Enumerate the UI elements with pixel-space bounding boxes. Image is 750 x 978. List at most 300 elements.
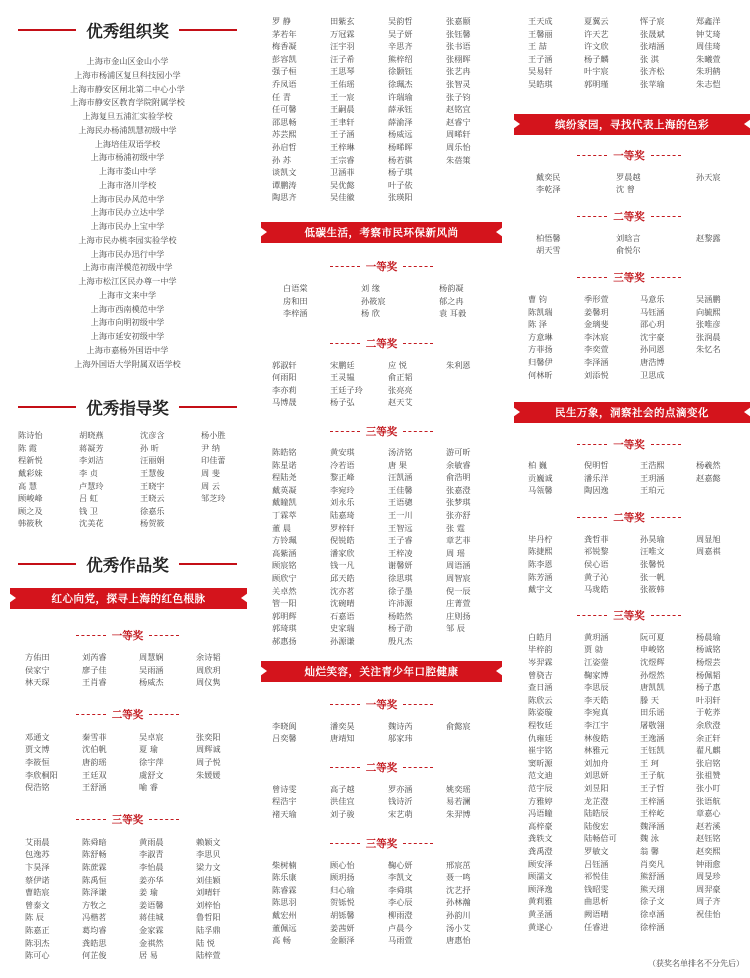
winner-name: 金家霖 xyxy=(139,924,164,935)
winner-name xyxy=(696,244,750,257)
winner-name: 柳雨澄 xyxy=(388,909,413,920)
banner-text: 低碳生活，考察市民环保新风尚 xyxy=(304,226,459,239)
winner-name: 张 淇 xyxy=(640,53,659,64)
second-prize-grid xyxy=(255,783,508,821)
winner-name: 黄圣涵 xyxy=(528,908,553,919)
prize-label: 一等奖 xyxy=(613,438,645,451)
winner-name: 白皓月 xyxy=(528,631,553,642)
winner-name: 徐宇萍 xyxy=(139,756,164,767)
banner-text: 灿烂笑容，关注青少年口腔健康 xyxy=(304,665,459,678)
winner-name: 陆孚鼎 xyxy=(196,924,221,935)
winner-name: 李思贝 xyxy=(196,849,221,860)
winner-name: 姜茜妍 xyxy=(330,922,355,933)
winner-name: 张子钧 xyxy=(446,91,471,102)
winner-name: 戴瞳凯 xyxy=(272,497,297,508)
winner-name: 叶羽轩 xyxy=(696,694,721,705)
winner-name: 孙天宸 xyxy=(696,171,721,182)
winner-name: 张小叮 xyxy=(696,782,721,793)
winner-name xyxy=(446,166,498,179)
red-root-banner xyxy=(10,588,247,609)
winner-name: 刘加舟 xyxy=(584,757,609,768)
winner-name: 周子悦 xyxy=(196,756,221,767)
winner-name: 陈欣云 xyxy=(528,694,553,705)
winner-name: 许文欣 xyxy=(584,41,609,52)
winner-name: 徐珮杰 xyxy=(388,78,413,89)
winner-name: 唐凯凯 xyxy=(640,682,665,693)
winner-name: 魏泽涵 xyxy=(640,820,665,831)
winner-name: 许瑞瑜 xyxy=(388,91,413,102)
winner-name: 岑羿霖 xyxy=(528,657,553,668)
winner-name: 周乐怡 xyxy=(446,141,471,152)
winner-name: 周辉诚 xyxy=(196,744,221,755)
winner-name: 秦雪菲 xyxy=(82,731,107,742)
prize-label: 三等奖 xyxy=(613,272,645,285)
column-1 xyxy=(0,0,255,978)
winner-name: 杨子劭 xyxy=(388,623,413,634)
winner-name: 陈皓铭 xyxy=(272,447,297,458)
school-item: 上海市松江区民办尊一中学 xyxy=(78,276,177,286)
winner-name: 孙筱宸 xyxy=(361,295,386,306)
winner-name: 朱利恩 xyxy=(446,359,471,370)
winner-name: 丁霖萃 xyxy=(272,510,297,521)
winner-name: 印佳蕾 xyxy=(201,455,226,466)
winner-name: 郭明辉 xyxy=(272,610,297,621)
winner-name: 陈嘉正 xyxy=(25,924,50,935)
winner-name: 聂一鸣 xyxy=(446,872,471,883)
winner-name: 鲁哲阳 xyxy=(196,912,221,923)
school-item: 上海市民办迅行中学 xyxy=(90,248,165,259)
winner-name: 卢慧玲 xyxy=(79,480,104,491)
winner-name: 褚天瑜 xyxy=(272,808,297,819)
winner-name: 吕 虹 xyxy=(79,493,98,504)
winner-name: 王逸涵 xyxy=(640,732,665,743)
winner-name: 刘芮睿 xyxy=(82,652,107,662)
winner-name: 李沐宸 xyxy=(584,331,609,342)
second-prize-heading xyxy=(255,337,508,351)
winner-name: 孙昊瑜 xyxy=(640,533,665,544)
winner-name: 李舜琪 xyxy=(388,884,413,895)
winner-name: 管一阳 xyxy=(272,598,297,609)
winner-name: 熊天翊 xyxy=(640,883,665,894)
winner-name: 黄玥涵 xyxy=(584,631,609,642)
winner-name xyxy=(696,356,744,369)
winner-name: 向毓熙 xyxy=(696,306,721,317)
winner-name: 蒋凝芳 xyxy=(79,442,104,453)
winner-name: 贺铄悦 xyxy=(330,897,355,908)
winner-name: 朱蓓策 xyxy=(446,154,471,165)
winner-name: 强子桓 xyxy=(272,66,297,77)
winner-name: 曹 钧 xyxy=(528,293,547,304)
prize-label: 二等奖 xyxy=(111,709,144,722)
winner-name xyxy=(196,781,251,794)
winner-name: 叶子依 xyxy=(388,179,413,190)
winner-name: 祁悦佳 xyxy=(584,871,609,882)
winner-name: 陈思羽 xyxy=(272,897,297,908)
winner-name: 王浩熙 xyxy=(640,460,665,471)
winner-name: 顾宸铭 xyxy=(272,560,297,571)
first-prize-grid xyxy=(508,459,750,497)
winner-name: 朱媛媛 xyxy=(196,769,221,780)
winner-name: 胡天雪 xyxy=(536,245,561,256)
winner-name: 李宛玲 xyxy=(330,484,355,495)
winner-name: 汪丽娟 xyxy=(140,455,165,466)
winner-name: 滕 天 xyxy=(640,694,659,705)
winner-name: 余敏睿 xyxy=(446,459,471,470)
colorful-home-banner xyxy=(514,114,750,135)
winner-name: 张书语 xyxy=(446,41,471,52)
winner-name: 马珑皓 xyxy=(584,584,609,595)
winner-name: 张奕阳 xyxy=(196,731,221,742)
winner-name: 宋艺萌 xyxy=(388,808,413,819)
school-item: 上海市静安区教育学院附属学校 xyxy=(70,97,185,108)
winner-name: 李奕萱 xyxy=(584,344,609,355)
winner-name: 郭琦琪 xyxy=(272,623,297,634)
winner-name: 王梓屹 xyxy=(640,808,665,819)
winner-name: 沈煜辉 xyxy=(640,657,665,668)
winner-name: 王语骢 xyxy=(388,497,413,508)
winner-name: 何雨阳 xyxy=(272,372,297,383)
winner-name: 徐子墨 xyxy=(388,585,413,596)
winner-name: 游可昕 xyxy=(446,447,471,458)
winner-name: 李心辰 xyxy=(388,897,413,908)
guide-award-title xyxy=(0,395,255,419)
winner-name: 沈亦茗 xyxy=(330,585,355,596)
winner-name: 俞浩明 xyxy=(446,472,471,483)
winner-name: 俞懿宸 xyxy=(446,720,471,731)
winner-name: 方牧之 xyxy=(82,899,107,910)
school-item: 上海培佳双语学校 xyxy=(94,138,161,149)
school-item: 上海外国语大学附属双语学校 xyxy=(74,358,181,369)
winner-name: 钱昭雯 xyxy=(584,883,609,894)
winner-name: 孙源谦 xyxy=(330,635,355,646)
winner-name: 顾泽逸 xyxy=(528,883,553,894)
winner-name: 陈姿璇 xyxy=(528,707,553,718)
winner-name: 王慧俊 xyxy=(140,468,165,479)
winner-name: 翁 馨 xyxy=(640,845,659,856)
winner-name: 朱羿博 xyxy=(446,808,471,819)
winner-name: 钱 卫 xyxy=(79,505,98,516)
winner-name: 赵铭宜 xyxy=(446,104,471,115)
winner-name: 金颐泽 xyxy=(330,935,355,946)
winner-name: 郁之冉 xyxy=(439,295,464,306)
winner-name xyxy=(696,921,744,934)
winner-name: 杨威杰 xyxy=(139,677,164,688)
winner-name: 梅香凝 xyxy=(272,41,297,52)
winner-name: 汪宇羽 xyxy=(330,41,355,52)
winner-name: 张亦舒 xyxy=(446,510,471,521)
prize-label: 一等奖 xyxy=(111,629,144,642)
winner-name: 杨晞晖 xyxy=(388,141,413,152)
school-item: 上海复旦五浦汇实验学校 xyxy=(82,111,173,121)
winner-name: 周嘉祺 xyxy=(696,546,721,557)
winner-name: 张润晨 xyxy=(696,331,721,342)
guide-award-label: 优秀指导奖 xyxy=(86,399,169,419)
winner-name: 喻 睿 xyxy=(139,782,158,793)
winner-name: 吴佳徽 xyxy=(330,192,355,203)
winner-name: 于乾荞 xyxy=(696,707,721,718)
winner-name: 刘晗言 xyxy=(616,232,641,243)
winner-name: 周 云 xyxy=(201,480,220,491)
winner-name xyxy=(201,505,255,518)
third-prize-grid xyxy=(508,293,750,381)
winner-name: 王一川 xyxy=(388,510,413,521)
name-grid-continued xyxy=(255,15,508,204)
winner-name: 俞悦尔 xyxy=(616,245,641,256)
winner-name: 方意琳 xyxy=(528,331,553,342)
winner-name: 钟雨愈 xyxy=(696,858,721,869)
third-prize-grid xyxy=(508,631,750,933)
winner-name: 王灵韫 xyxy=(330,372,355,383)
winner-name: 吕奕馨 xyxy=(272,733,297,744)
winner-name: 肖奕凡 xyxy=(640,858,665,869)
winner-name: 殷凡杰 xyxy=(388,635,413,646)
winner-name: 孙韵川 xyxy=(446,909,471,920)
winner-name: 李晓阆 xyxy=(272,720,297,731)
winner-name: 林天琛 xyxy=(25,677,50,688)
winner-name: 罗梓轩 xyxy=(330,522,355,533)
winner-name: 谈凯文 xyxy=(272,167,297,178)
title-rule xyxy=(18,29,76,31)
winner-name: 杨韵凝 xyxy=(439,282,464,293)
winner-name: 郑鑫洋 xyxy=(696,16,721,26)
winner-name: 高梓豪 xyxy=(528,820,553,831)
winner-name: 尹 纳 xyxy=(201,442,220,453)
winner-name: 刘晴轩 xyxy=(196,887,221,898)
winner-name: 王天成 xyxy=(528,16,553,26)
winner-name: 邬家玮 xyxy=(388,733,413,744)
winner-name: 熊舒涵 xyxy=(640,871,665,882)
guide-name-grid xyxy=(0,429,255,530)
third-prize-grid xyxy=(255,859,508,947)
third-prize-heading xyxy=(255,424,508,438)
winner-name: 杨皓然 xyxy=(388,610,413,621)
winner-name: 王馨丽 xyxy=(528,28,553,39)
winner-name: 归馨伊 xyxy=(528,356,553,367)
winner-name: 陈乐康 xyxy=(272,872,297,883)
winner-name: 李江宇 xyxy=(584,720,609,730)
winner-name: 李淑青 xyxy=(139,849,164,860)
winner-name: 余欣澄 xyxy=(696,720,721,730)
winner-name: 金璃斐 xyxy=(584,319,609,330)
winner-name: 梁力文 xyxy=(196,861,221,872)
winner-name: 李思辰 xyxy=(584,682,609,693)
winner-name: 方雅婷 xyxy=(528,795,553,806)
winner-name: 杨子琪 xyxy=(388,167,413,178)
winner-name: 许沛源 xyxy=(388,598,413,609)
winner-name: 卞昊泽 xyxy=(25,861,50,872)
winner-name: 王嗣晨 xyxy=(330,104,355,115)
winner-name: 虞舒文 xyxy=(139,769,164,780)
winner-name: 曹皓宸 xyxy=(25,887,50,898)
prize-label: 二等奖 xyxy=(613,512,645,525)
winner-name: 熊梓绍 xyxy=(388,53,413,64)
winner-name: 贡巍诚 xyxy=(528,472,553,483)
winner-name: 唐韵瑶 xyxy=(82,756,107,767)
winner-name: 陆梓萱 xyxy=(196,950,221,961)
winner-name: 汤济铭 xyxy=(388,447,413,458)
winner-name: 陈诗怡 xyxy=(18,430,43,441)
winner-name: 孙 昕 xyxy=(140,442,159,453)
winner-name: 程浩宇 xyxy=(272,796,297,807)
winner-name: 高 畅 xyxy=(272,935,291,946)
title-rule xyxy=(179,406,237,408)
winner-name: 顾之及 xyxy=(18,505,43,516)
winner-name: 应 悦 xyxy=(388,359,407,370)
first-prize-grid xyxy=(255,282,508,320)
winner-name: 罗 静 xyxy=(272,16,291,26)
winner-name: 沈艺抒 xyxy=(446,884,471,895)
winner-name: 周旻珍 xyxy=(696,871,721,882)
winner-name: 林俊皓 xyxy=(584,732,609,743)
second-prize-grid xyxy=(508,533,750,596)
first-prize-heading xyxy=(255,698,508,712)
winner-name xyxy=(696,369,744,382)
winner-name: 顾峻峰 xyxy=(18,493,43,504)
winner-name: 杨煜芸 xyxy=(696,657,721,668)
winner-name: 张艺冉 xyxy=(446,66,471,77)
winner-name: 张亮亮 xyxy=(388,384,413,395)
low-carbon-banner xyxy=(261,222,502,243)
winner-name: 罗晨越 xyxy=(616,171,641,182)
prize-label: 三等奖 xyxy=(365,425,398,438)
winner-name: 翟凡麒 xyxy=(696,745,721,756)
winner-name xyxy=(696,558,744,571)
winner-name: 马瓴馨 xyxy=(528,485,553,496)
winner-name: 周 斐 xyxy=(201,468,220,479)
winner-name: 汪唯文 xyxy=(640,546,665,557)
winner-name: 黄莉雅 xyxy=(528,896,553,907)
winner-name xyxy=(446,179,498,192)
winner-name: 倪一辰 xyxy=(446,585,471,596)
winner-name: 邹 辰 xyxy=(446,623,465,634)
winner-name: 归心瑜 xyxy=(330,884,355,895)
winner-name: 陈泽谦 xyxy=(82,887,107,898)
winner-name: 顾心怡 xyxy=(330,859,355,870)
winner-name: 关卓然 xyxy=(272,585,297,596)
winner-name: 赵钰铭 xyxy=(696,833,721,844)
winner-name: 顾欣宁 xyxy=(272,573,297,583)
winner-name: 张筱韩 xyxy=(640,584,665,595)
name-grid-continued xyxy=(508,15,750,91)
prize-label: 三等奖 xyxy=(111,814,144,827)
winner-name: 张齐松 xyxy=(640,66,665,77)
title-rule xyxy=(179,29,237,31)
winner-name: 黄安琪 xyxy=(330,447,355,458)
winner-name xyxy=(696,183,750,196)
winner-name: 陆皓辰 xyxy=(584,808,609,819)
winner-name: 李欣桐阳 xyxy=(25,769,58,780)
prize-label: 三等奖 xyxy=(613,610,645,623)
ranking-note: （获奖名单排名不分先后） xyxy=(648,959,744,968)
winner-name: 赵天艾 xyxy=(388,397,413,408)
winner-name: 黎正峰 xyxy=(330,472,355,483)
winner-name: 易若澜 xyxy=(446,796,471,807)
winner-name: 李凯文 xyxy=(388,872,413,883)
winner-name: 曾骁吉 xyxy=(528,669,553,680)
winner-name: 贾 勍 xyxy=(584,644,603,655)
winner-name: 黄子沁 xyxy=(584,571,609,582)
winner-name: 邵思畅 xyxy=(272,116,297,127)
winner-name: 徐梓涵 xyxy=(640,921,665,932)
winner-name: 韩筱秋 xyxy=(18,518,43,529)
winner-name: 潘乐洋 xyxy=(584,472,609,483)
winner-name: 潘家欣 xyxy=(330,547,355,558)
winner-name: 王廷双 xyxy=(82,769,107,780)
winner-name: 薛承钰 xyxy=(388,104,413,115)
winner-name: 刘 缘 xyxy=(361,282,380,293)
winner-name: 张唯彦 xyxy=(696,319,721,330)
banner-text: 红心向党，探寻上海的红色根脉 xyxy=(51,593,206,605)
winner-name: 卫思成 xyxy=(640,369,665,380)
winner-name: 沈宇豪 xyxy=(640,331,665,342)
winner-name: 申峻铭 xyxy=(640,644,665,655)
smile-health-banner xyxy=(261,661,502,682)
winner-name: 杨威远 xyxy=(388,129,413,140)
winner-name: 李筱恒 xyxy=(25,756,50,767)
winner-name: 陆嘉琦 xyxy=(330,510,355,521)
winner-name: 刘思妍 xyxy=(584,770,609,781)
winner-name: 庄则扬 xyxy=(446,610,471,621)
winner-name: 钱一凡 xyxy=(330,560,355,571)
first-prize-grid xyxy=(255,720,508,745)
winner-name: 邵心玥 xyxy=(640,319,665,330)
winner-name: 万冠霖 xyxy=(330,28,355,39)
winner-name: 袁 耳毅 xyxy=(439,308,467,319)
winner-name: 杨 欣 xyxy=(361,308,380,319)
winner-name: 李乾泽 xyxy=(536,184,561,195)
winner-name xyxy=(696,571,744,584)
winner-name: 吴皓琪 xyxy=(528,78,553,89)
winner-name: 董 晨 xyxy=(272,522,291,533)
winner-name: 许天艺 xyxy=(584,28,609,39)
winner-name: 贾文博 xyxy=(25,744,50,755)
winner-name: 朱玥鹤 xyxy=(696,66,721,77)
winner-name: 余诗韬 xyxy=(196,652,221,662)
winner-name: 张晟斌 xyxy=(640,28,665,39)
winner-name: 王子涵 xyxy=(528,53,553,64)
winner-name: 俞正韬 xyxy=(388,372,413,383)
organization-award-title xyxy=(0,18,255,42)
winner-name: 白语棠 xyxy=(283,282,308,293)
winner-name: 陶思齐 xyxy=(272,192,297,203)
first-prize-heading xyxy=(508,437,750,451)
winner-name: 王肖睿 xyxy=(82,677,107,688)
school-list xyxy=(0,55,255,371)
winner-name: 沈美花 xyxy=(79,518,104,529)
winner-name: 黄雨晨 xyxy=(139,836,164,847)
first-prize-heading xyxy=(508,149,750,163)
winner-name: 祁锐黎 xyxy=(584,546,609,557)
winner-name: 王珀元 xyxy=(640,485,665,496)
first-prize-grid xyxy=(0,651,255,689)
winner-name: 侯心语 xyxy=(584,559,609,570)
winner-name: 陈羽杰 xyxy=(25,937,50,948)
winner-name: 李泽涵 xyxy=(584,356,609,367)
winner-name: 陈李恩 xyxy=(528,559,553,570)
winner-name: 柏悟馨 xyxy=(536,232,561,243)
winner-name: 陆畅倍可 xyxy=(584,833,617,844)
winner-name: 钱诗沂 xyxy=(388,796,413,807)
winner-name: 钟艾琦 xyxy=(696,28,721,39)
winner-name: 徐子文 xyxy=(640,896,665,907)
school-item: 上海民办杨浦凯慧初级中学 xyxy=(78,124,177,135)
winner-name: 孙林瀚 xyxy=(446,897,471,908)
winner-name: 王子睿 xyxy=(388,535,413,546)
school-item: 上海市娄山中学 xyxy=(98,166,157,176)
winner-name: 王钰凯 xyxy=(640,745,665,756)
winner-name: 刘永乐 xyxy=(330,497,355,508)
winner-name: 王 喆 xyxy=(528,41,547,52)
